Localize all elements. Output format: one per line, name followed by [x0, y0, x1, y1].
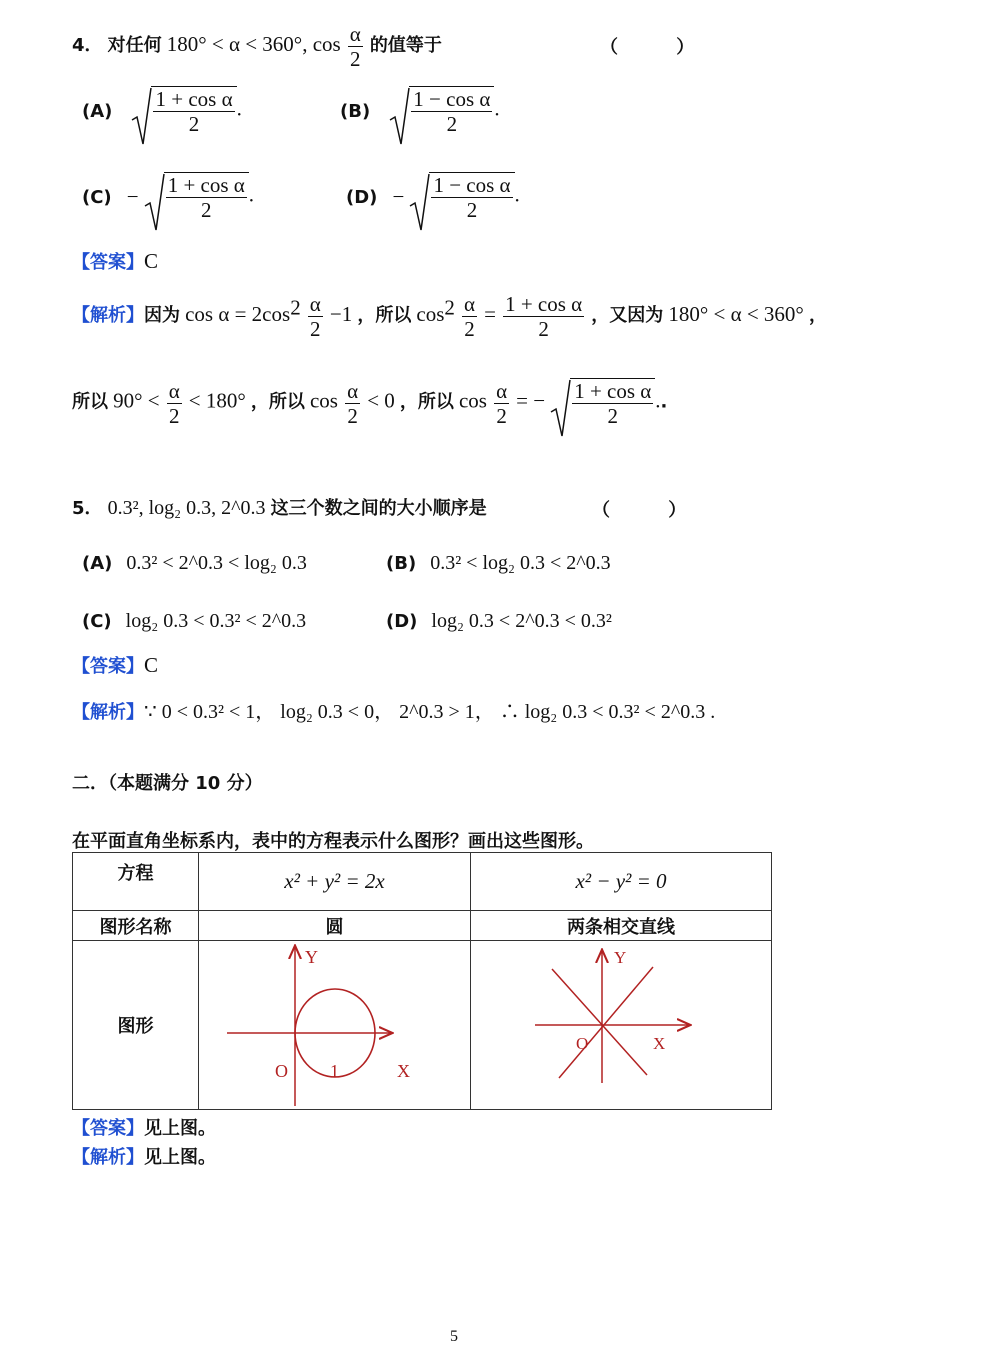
origin-label: O	[275, 1061, 288, 1081]
q4-analysis-line2: 所以 90° < $\frac{\alpha}{2}$ < 180° ，所以 cos $\frac{\alpha}{2}$ < 0 ，所以 cos $\frac{\alpha}{2}$ = − $\frac{\text{1 + cos α}}{2}$ ..	[72, 378, 667, 428]
figure-name-1: 圆	[325, 916, 344, 938]
y-axis-label: Y	[614, 948, 627, 967]
q5-option-b: (B) 0.3² < log₂ 0.3 < 2^0.3	[386, 552, 611, 574]
q4-answer: 【答案】C	[72, 249, 159, 273]
sqrt-symbol: $\frac{\text{1 − cos α}}{2}$	[389, 86, 494, 136]
q4-option-d: (D) − $\frac{\text{1 − cos α}}{2}$ .	[346, 172, 520, 222]
line-y-equals-x	[552, 969, 647, 1075]
q4-stem-fraction: $\frac{\alpha}{2}$	[349, 22, 361, 71]
sqrt-symbol: $\frac{\text{1 − cos α}}{2}$	[409, 172, 514, 222]
q4-stem-math: 180° < α < 360°, cos	[166, 32, 341, 56]
row-header-figure-name: 图形名称	[99, 916, 172, 938]
analysis-tag: 【解析】	[72, 702, 144, 723]
page-number: 5	[450, 1328, 458, 1345]
row-header-equation: 方程	[117, 863, 154, 884]
answer-tag: 【答案】	[72, 1118, 144, 1139]
section2-analysis: 【解析】见上图。	[72, 1147, 216, 1168]
q5-stem-math: 0.3², log₂ 0.3, 2^0.3	[107, 497, 266, 519]
q5-answer: 【答案】C	[72, 653, 159, 677]
figure-name-2: 两条相交直线	[567, 916, 675, 938]
sqrt-symbol: $\frac{\text{1 + cos α}}{2}$	[131, 86, 236, 136]
q4-stem-text: 对任何	[107, 35, 162, 56]
q4-analysis-line1: 【解析】因为 $\cos \alpha = 2\cos^2$ $\frac{\alpha}{2}$ −1 ，所以 $\cos^2$ $\frac{\alpha}{2}$ = $\frac{\text{1 + cos α}}{2}$ ，又因为 180° < α < 360° ，	[72, 292, 827, 341]
row-header-figure: 图形	[117, 1016, 154, 1037]
q5-analysis: 【解析】∵ 0 < 0.3² < 1， log₂ 0.3 < 0， 2^0.3 > 1， ∴ log₂ 0.3 < 0.3² < 2^0.3 .	[72, 701, 716, 723]
q4-stem-end: 的值等于	[369, 35, 442, 56]
section2-answer: 【答案】见上图。	[72, 1118, 216, 1139]
section2-heading: 二．（本题满分 10 分）	[72, 773, 263, 794]
answer-tag: 【答案】	[72, 252, 144, 273]
x-axis-label: X	[397, 1061, 410, 1081]
q4-stem	[72, 22, 442, 71]
origin-label: O	[576, 1034, 589, 1053]
q4-option-b: (B) $\frac{\text{1 − cos α}}{2}$ .	[340, 86, 500, 136]
intersecting-lines-figure	[471, 941, 771, 1109]
x-axis-label: X	[653, 1034, 666, 1053]
q5-stem	[72, 494, 487, 520]
analysis-tag: 【解析】	[72, 1147, 144, 1168]
answer-tag: 【答案】	[72, 656, 144, 677]
q5-stem-text: 这三个数之间的大小顺序是	[270, 498, 487, 519]
equation-1: x² + y² = 2x	[284, 869, 385, 893]
equation-table	[72, 852, 772, 1110]
analysis-tag: 【解析】	[72, 305, 144, 326]
sqrt-symbol: $\frac{\text{1 + cos α}}{2}$	[144, 172, 249, 222]
q4-number: 4．	[72, 35, 103, 56]
q5-number: 5．	[72, 498, 103, 519]
sqrt-symbol: $\frac{\text{1 + cos α}}{2}$	[550, 378, 655, 428]
section2-prompt: 在平面直角坐标系内，表中的方程表示什么图形？画出这些图形。	[72, 831, 594, 852]
equation-2: x² − y² = 0	[575, 869, 667, 893]
q4-option-a: (A) $\frac{\text{1 + cos α}}{2}$ .	[82, 86, 242, 136]
q5-answer-paren: （ ）	[592, 500, 713, 521]
line-y-equals-neg-x	[559, 967, 653, 1078]
q4-option-c: (C) − $\frac{\text{1 + cos α}}{2}$ .	[82, 172, 254, 222]
q4-answer-paren: （ ）	[600, 37, 721, 58]
y-axis-label: Y	[305, 947, 318, 967]
q5-option-c: (C) log₂ 0.3 < 0.3² < 2^0.3	[82, 610, 307, 632]
q5-option-a: (A) 0.3² < 2^0.3 < log₂ 0.3	[82, 552, 307, 574]
tick-label-1: 1	[330, 1061, 339, 1081]
circle-figure	[199, 941, 470, 1109]
q5-option-d: (D) log₂ 0.3 < 2^0.3 < 0.3²	[386, 610, 612, 632]
